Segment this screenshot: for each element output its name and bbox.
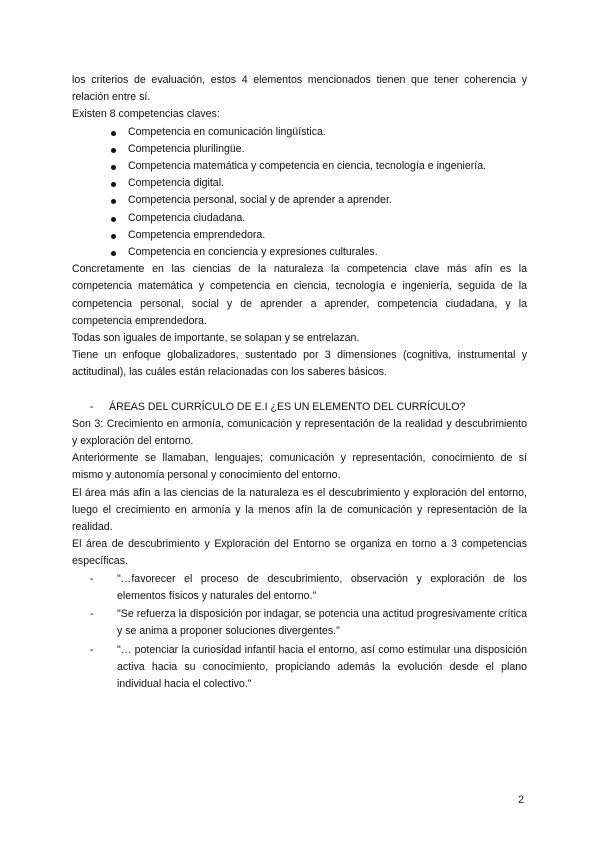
list-item: Competencia digital. (128, 175, 527, 192)
list-item: Competencia personal, social y de aprender a aprender. (128, 192, 527, 209)
quote-text: "Se refuerza la disposición por indagar, se potencia una actitud progresivamente crítica y se anima a proponer soluciones divergentes." (117, 608, 527, 638)
page-content (72, 72, 527, 694)
page-number: 2 (518, 794, 524, 806)
list-item: Competencia ciudadana. (128, 210, 527, 227)
paragraph: Son 3: Crecimiento en armonía, comunicación y representación de la realidad y descubrimiento y exploración del entorno. (72, 417, 527, 448)
section-heading (72, 399, 527, 416)
section-heading-text: ÁREAS DEL CURRÍCULO DE E.I ¿ES UN ELEMENTO DEL CURRÍCULO? (109, 400, 466, 413)
quote-text: "… potenciar la curiosidad infantil hacia el entorno, así como estimular una disposición activa hacia su conocimiento, propiciando además la evolución desde el plano individual hacia el colectivo." (117, 643, 527, 690)
paragraph: Concretamente en las ciencias de la naturaleza la competencia clave más afín es la competencia matemática y competencia en ciencia, tecnología e ingeniería, seguida de la competencia personal, social y de aprender a aprender, competencia ciudadana, y la competencia emprendedora. (72, 263, 527, 327)
dash-marker: - (90, 643, 94, 656)
paragraph: los criterios de evaluación, estos 4 elementos mencionados tienen que tener coherencia y relación entre sí. (72, 74, 527, 104)
list-item: Competencia en conciencia y expresiones culturales. (128, 244, 527, 261)
dash-marker: - (90, 608, 94, 621)
dash-marker: - (90, 400, 94, 413)
quotes-list (72, 571, 527, 693)
paragraph: Anteriormente se llamaban, lenguajes; comunicación y representación, conocimiento de sí mismo y autonomía personal y conocimiento del entorno. (72, 452, 527, 482)
list-item (90, 642, 527, 694)
paragraph: El área de descubrimiento y Exploración del Entorno se organiza en torno a 3 competencias específicas. (72, 538, 527, 568)
list-item (90, 606, 527, 640)
list-item: Competencia plurilingüe. (128, 141, 527, 158)
paragraph: Tiene un enfoque globalizadores, sustentado por 3 dimensiones (cognitiva, instrumental y actitudinal), las cuáles están relacionadas con los saberes básicos. (72, 349, 527, 379)
paragraph: Todas son iguales de importante, se solapan y se entrelazan. (72, 332, 360, 345)
quote-text: "…favorecer el proceso de descubrimiento, observación y exploración de los elementos físicos y naturales del entorno." (117, 572, 527, 602)
paragraph: El área más afín a las ciencias de la naturaleza es el descubrimiento y exploración del entorno, luego el crecimiento en armonía y la menos afín la de comunicación y representación de la realidad. (72, 486, 527, 534)
dash-marker: - (90, 572, 94, 585)
paragraph: Existen 8 competencias claves: (72, 108, 220, 121)
competencias-list (72, 124, 527, 262)
list-item: Competencia emprendedora. (128, 227, 527, 244)
spacer (72, 382, 527, 399)
list-item (90, 571, 527, 605)
list-item: Competencia en comunicación lingüística. (128, 124, 527, 141)
list-item: Competencia matemática y competencia en ciencia, tecnología e ingeniería. (128, 158, 527, 175)
